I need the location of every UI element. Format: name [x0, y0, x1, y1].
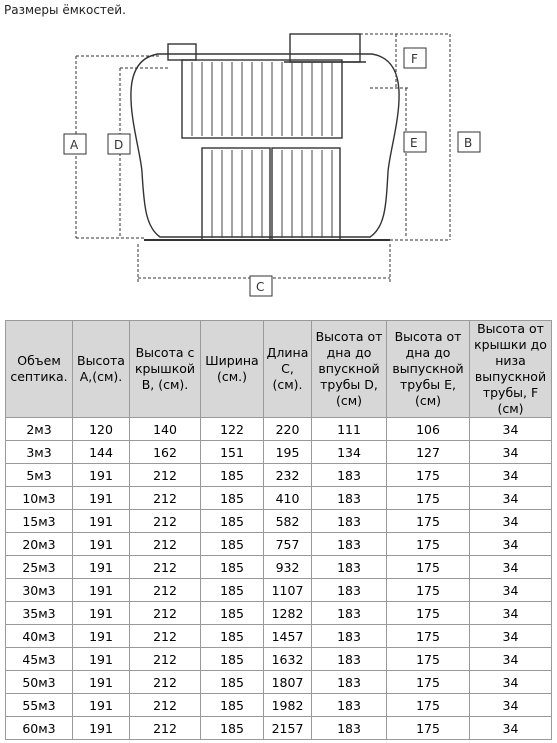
table-row: [6, 602, 552, 625]
table-cell: 195: [264, 441, 312, 464]
table-cell: 220: [264, 418, 312, 441]
table-cell: 1107: [264, 579, 312, 602]
spec-table: [5, 320, 552, 740]
table-cell: 134: [312, 441, 387, 464]
table-cell: 151: [201, 441, 264, 464]
table-cell: 183: [312, 533, 387, 556]
table-cell: 212: [130, 510, 201, 533]
table-header-row: [6, 321, 552, 418]
table-cell: 34: [470, 625, 552, 648]
outlet-hatch: [290, 34, 360, 62]
table-cell: 185: [201, 648, 264, 671]
table-cell: 2м3: [6, 418, 73, 441]
table-cell: 3м3: [6, 441, 73, 464]
table-cell: 191: [73, 625, 130, 648]
table-cell: 35м3: [6, 602, 73, 625]
table-row: [6, 533, 552, 556]
table-cell: 175: [387, 648, 470, 671]
table-cell: 183: [312, 556, 387, 579]
table-cell: 34: [470, 717, 552, 740]
label-a: A: [70, 138, 79, 152]
table-row: [6, 418, 552, 441]
table-cell: 175: [387, 579, 470, 602]
table-cell: 34: [470, 418, 552, 441]
table-cell: 212: [130, 464, 201, 487]
table-cell: 140: [130, 418, 201, 441]
table-cell: 45м3: [6, 648, 73, 671]
label-d: D: [114, 138, 124, 152]
table-cell: 144: [73, 441, 130, 464]
table-cell: 185: [201, 464, 264, 487]
table-cell: 5м3: [6, 464, 73, 487]
table-cell: 212: [130, 579, 201, 602]
table-cell: 185: [201, 556, 264, 579]
table-cell: 34: [470, 602, 552, 625]
table-cell: 183: [312, 487, 387, 510]
table-cell: 34: [470, 648, 552, 671]
table-cell: 191: [73, 671, 130, 694]
table-cell: 191: [73, 602, 130, 625]
header-cell: Высота от дна до выпускной трубы Е, (см): [387, 321, 470, 418]
table-row: [6, 579, 552, 602]
table-cell: 212: [130, 533, 201, 556]
table-cell: 25м3: [6, 556, 73, 579]
table-cell: 30м3: [6, 579, 73, 602]
table-cell: 185: [201, 533, 264, 556]
table-cell: 410: [264, 487, 312, 510]
table-cell: 183: [312, 671, 387, 694]
header-cell: Длина С, (см).: [264, 321, 312, 418]
table-cell: 757: [264, 533, 312, 556]
table-cell: 212: [130, 648, 201, 671]
label-b: B: [464, 136, 473, 150]
table-cell: 191: [73, 648, 130, 671]
table-row: [6, 694, 552, 717]
table-cell: 212: [130, 671, 201, 694]
table-cell: 175: [387, 625, 470, 648]
table-cell: 1282: [264, 602, 312, 625]
table-cell: 175: [387, 556, 470, 579]
table-cell: 34: [470, 487, 552, 510]
table-cell: 34: [470, 533, 552, 556]
septic-tank-diagram: [40, 22, 520, 302]
table-row: [6, 510, 552, 533]
table-cell: 175: [387, 487, 470, 510]
table-cell: 212: [130, 556, 201, 579]
table-cell: 1457: [264, 625, 312, 648]
table-cell: 122: [201, 418, 264, 441]
table-row: [6, 671, 552, 694]
table-cell: 175: [387, 533, 470, 556]
header-cell: Высота А,(см).: [73, 321, 130, 418]
table-cell: 60м3: [6, 717, 73, 740]
table-cell: 175: [387, 671, 470, 694]
table-cell: 183: [312, 464, 387, 487]
header-cell: Высота от дна до впускной трубы D, (см): [312, 321, 387, 418]
table-cell: 183: [312, 694, 387, 717]
header-cell: Объем септика.: [6, 321, 73, 418]
table-row: [6, 556, 552, 579]
corrugation-lines: [192, 62, 332, 238]
table-row: [6, 441, 552, 464]
table-cell: 212: [130, 625, 201, 648]
table-body: [6, 418, 552, 740]
header-cell: Высота с крышкой В, (см).: [130, 321, 201, 418]
table-cell: 34: [470, 579, 552, 602]
table-cell: 191: [73, 717, 130, 740]
dimension-lines: [76, 34, 450, 284]
label-f: F: [411, 52, 418, 66]
table-cell: 34: [470, 671, 552, 694]
table-cell: 185: [201, 671, 264, 694]
table-cell: 34: [470, 694, 552, 717]
table-cell: 191: [73, 579, 130, 602]
table-cell: 183: [312, 717, 387, 740]
table-cell: 20м3: [6, 533, 73, 556]
table-cell: 183: [312, 579, 387, 602]
table-cell: 582: [264, 510, 312, 533]
table-cell: 212: [130, 694, 201, 717]
table-cell: 120: [73, 418, 130, 441]
tank-body: [131, 54, 399, 237]
table-cell: 55м3: [6, 694, 73, 717]
table-cell: 191: [73, 487, 130, 510]
table-cell: 15м3: [6, 510, 73, 533]
table-row: [6, 717, 552, 740]
table-cell: 185: [201, 625, 264, 648]
table-cell: 175: [387, 717, 470, 740]
table-cell: 185: [201, 694, 264, 717]
table-cell: 106: [387, 418, 470, 441]
table-cell: 175: [387, 602, 470, 625]
table-row: [6, 625, 552, 648]
table-cell: 162: [130, 441, 201, 464]
table-cell: 1632: [264, 648, 312, 671]
table-cell: 2157: [264, 717, 312, 740]
table-cell: 191: [73, 556, 130, 579]
table-cell: 1807: [264, 671, 312, 694]
table-cell: 175: [387, 694, 470, 717]
header-cell: Высота от крышки до низа выпускной трубы, F (см): [470, 321, 552, 418]
table-cell: 175: [387, 464, 470, 487]
table-cell: 1982: [264, 694, 312, 717]
table-cell: 185: [201, 510, 264, 533]
inlet-pipe: [168, 44, 196, 60]
table-cell: 40м3: [6, 625, 73, 648]
table-row: [6, 487, 552, 510]
table-cell: 111: [312, 418, 387, 441]
table-cell: 185: [201, 602, 264, 625]
header-cell: Ширина (см.): [201, 321, 264, 418]
table-cell: 34: [470, 464, 552, 487]
table-cell: 185: [201, 717, 264, 740]
caption: Размеры ёмкостей.: [4, 3, 126, 17]
table-cell: 183: [312, 625, 387, 648]
table-cell: 183: [312, 602, 387, 625]
table-cell: 183: [312, 510, 387, 533]
table-cell: 191: [73, 694, 130, 717]
table-cell: 191: [73, 533, 130, 556]
table-cell: 10м3: [6, 487, 73, 510]
table-cell: 127: [387, 441, 470, 464]
table-cell: 34: [470, 441, 552, 464]
table-cell: 191: [73, 464, 130, 487]
label-e: E: [410, 136, 418, 150]
table-row: [6, 464, 552, 487]
table-cell: 191: [73, 510, 130, 533]
table-cell: 212: [130, 717, 201, 740]
table-cell: 175: [387, 510, 470, 533]
table-cell: 185: [201, 487, 264, 510]
label-c: C: [256, 280, 265, 294]
table-row: [6, 648, 552, 671]
table-cell: 932: [264, 556, 312, 579]
table-cell: 232: [264, 464, 312, 487]
table-cell: 185: [201, 579, 264, 602]
table-cell: 183: [312, 648, 387, 671]
table-cell: 212: [130, 602, 201, 625]
table-cell: 50м3: [6, 671, 73, 694]
table-cell: 34: [470, 510, 552, 533]
table-cell: 212: [130, 487, 201, 510]
table-cell: 34: [470, 556, 552, 579]
